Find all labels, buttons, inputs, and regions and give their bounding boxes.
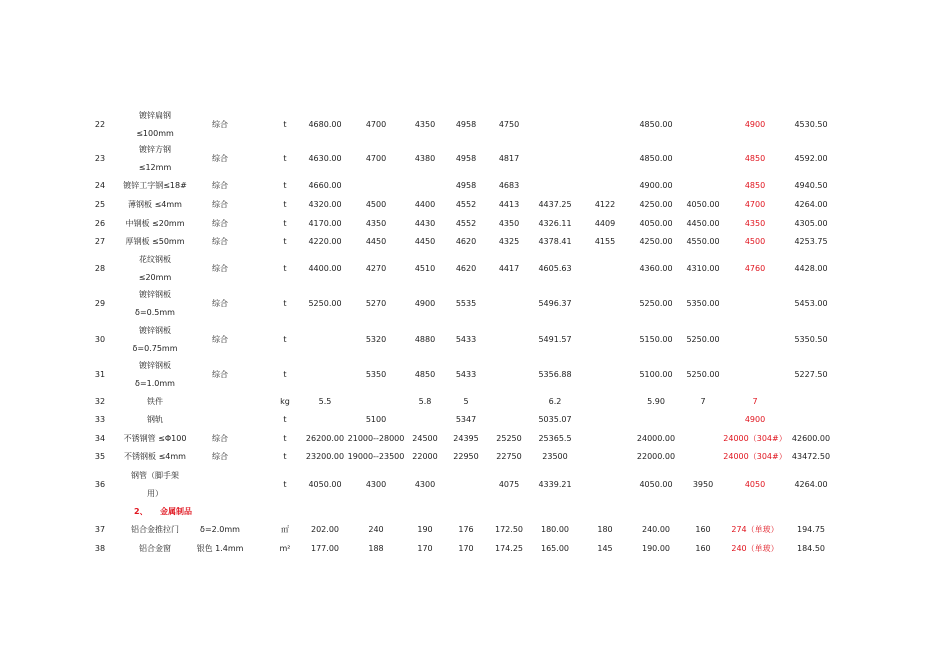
price-cell: 5356.88	[538, 370, 572, 379]
row-number: 34	[94, 434, 106, 443]
price-cell: 4700	[365, 154, 387, 163]
price-cell: 5270	[365, 299, 387, 308]
price-cell: 177.00	[311, 544, 339, 553]
price-cell: 4350	[498, 219, 520, 228]
price-cell: 4220.00	[308, 237, 342, 246]
price-cell: 4760	[744, 264, 766, 273]
row-number: 31	[94, 370, 106, 379]
material-name: 中钢板 ≤20mm	[125, 219, 185, 228]
price-cell: 24000.00	[636, 434, 676, 443]
row-number: 22	[94, 120, 106, 129]
price-cell: 5320	[365, 335, 387, 344]
price-cell: 4050.00	[639, 219, 673, 228]
price-cell: 24500	[412, 434, 438, 443]
price-cell: 4170.00	[308, 219, 342, 228]
price-cell: 5350	[365, 370, 387, 379]
spec-cell: δ=2.0mm	[200, 525, 240, 534]
unit-cell: ㎡	[281, 525, 289, 534]
price-cell: 240	[368, 525, 384, 534]
price-cell: 190	[417, 525, 433, 534]
unit-cell: t	[283, 181, 287, 190]
row-number: 36	[94, 480, 106, 489]
price-cell: 5035.07	[538, 415, 572, 424]
price-cell: 165.00	[541, 544, 569, 553]
price-cell: 4264.00	[794, 200, 828, 209]
price-cell: 4250.00	[639, 200, 673, 209]
unit-cell: t	[283, 480, 287, 489]
price-cell: 4050.00	[308, 480, 342, 489]
price-cell: 4380	[414, 154, 436, 163]
material-name: 钢轨	[147, 415, 163, 424]
price-cell: 4630.00	[308, 154, 342, 163]
price-cell: 5250.00	[308, 299, 342, 308]
price-cell: 4900	[744, 120, 766, 129]
price-cell: 42600.00	[791, 434, 831, 443]
unit-cell: kg	[280, 397, 290, 406]
spec-cell: 综合	[212, 120, 228, 129]
price-cell: 4400	[414, 200, 436, 209]
price-cell: 4850	[744, 154, 766, 163]
price-cell: 4320.00	[308, 200, 342, 209]
price-cell: 184.50	[797, 544, 825, 553]
price-cell: 4500	[744, 237, 766, 246]
price-cell: 24000（304#）	[723, 434, 787, 443]
price-cell: 23200.00	[305, 452, 345, 461]
price-cell: 188	[368, 544, 384, 553]
price-cell: 4552	[455, 219, 477, 228]
price-cell: 5250.00	[686, 335, 720, 344]
price-cell: 5453.00	[794, 299, 828, 308]
price-cell: 4350	[365, 219, 387, 228]
price-cell: 5227.50	[794, 370, 828, 379]
price-cell: 4300	[365, 480, 387, 489]
price-cell: 21000--28000	[347, 434, 405, 443]
price-cell: 4660.00	[308, 181, 342, 190]
price-cell: 4900	[414, 299, 436, 308]
price-cell: 4050.00	[686, 200, 720, 209]
row-number: 24	[94, 181, 106, 190]
material-name: 厚钢板 ≤50mm	[125, 237, 185, 246]
unit-cell: t	[283, 200, 287, 209]
price-cell: 4550.00	[686, 237, 720, 246]
unit-cell: t	[283, 120, 287, 129]
price-cell: 4325	[498, 237, 520, 246]
material-name: 镀锌钢板	[139, 290, 171, 299]
price-cell: 22950	[453, 452, 479, 461]
price-cell: 25365.5	[538, 434, 572, 443]
price-cell: 4620	[455, 264, 477, 273]
row-number: 28	[94, 264, 106, 273]
material-name: 铝合金窗	[139, 544, 171, 553]
material-name: ≤20mm	[138, 273, 172, 282]
price-cell: 145	[597, 544, 613, 553]
price-cell: 4958	[455, 154, 477, 163]
price-cell: 5433	[455, 335, 477, 344]
material-name: 镀锌钢板	[139, 361, 171, 370]
price-cell: 7	[700, 397, 706, 406]
price-cell: 4530.50	[794, 120, 828, 129]
unit-cell: t	[283, 415, 287, 424]
material-name: 镀锌方钢	[139, 145, 171, 154]
price-cell: 4850.00	[639, 154, 673, 163]
price-cell: 4339.21	[538, 480, 572, 489]
price-cell: 7	[752, 397, 758, 406]
spec-cell: 综合	[212, 434, 228, 443]
price-cell: 5.5	[318, 397, 332, 406]
price-cell: 4450	[414, 237, 436, 246]
price-cell: 4450	[365, 237, 387, 246]
price-cell: 4552	[455, 200, 477, 209]
row-number: 32	[94, 397, 106, 406]
price-cell: 202.00	[311, 525, 339, 534]
price-cell: 4592.00	[794, 154, 828, 163]
spec-cell: 综合	[212, 452, 228, 461]
row-number: 37	[94, 525, 106, 534]
price-cell: 24395	[453, 434, 479, 443]
price-cell: 5491.57	[538, 335, 572, 344]
material-name: 薄钢板 ≤4mm	[128, 200, 182, 209]
spec-cell: 综合	[212, 370, 228, 379]
unit-cell: t	[283, 452, 287, 461]
price-cell: 4437.25	[538, 200, 572, 209]
material-name: ≤100mm	[136, 129, 174, 138]
section-number: 2、	[134, 507, 148, 516]
price-cell: 4958	[455, 120, 477, 129]
price-cell: 5100	[365, 415, 387, 424]
spec-cell: 综合	[212, 200, 228, 209]
spec-cell: 银色 1.4mm	[196, 544, 244, 553]
price-cell: 22750	[496, 452, 522, 461]
price-cell: 19000--23500	[347, 452, 405, 461]
material-name: 用）	[147, 489, 163, 498]
row-number: 25	[94, 200, 106, 209]
price-cell: 4378.41	[538, 237, 572, 246]
price-cell: 4409	[594, 219, 616, 228]
price-cell: 4155	[594, 237, 616, 246]
material-name: ≤12mm	[138, 163, 172, 172]
material-name: 镀锌工字钢≤18#	[123, 181, 187, 190]
price-cell: 4250.00	[639, 237, 673, 246]
price-cell: 24000（304#）	[723, 452, 787, 461]
row-number: 35	[94, 452, 106, 461]
price-cell: 5347	[455, 415, 477, 424]
price-cell: 4700	[744, 200, 766, 209]
price-cell: 4817	[498, 154, 520, 163]
price-cell: 4050	[744, 480, 766, 489]
price-cell: 190.00	[642, 544, 670, 553]
unit-cell: t	[283, 219, 287, 228]
price-cell: 23500	[542, 452, 568, 461]
price-cell: 4850	[414, 370, 436, 379]
price-cell: 174.25	[495, 544, 523, 553]
price-cell: 4400.00	[308, 264, 342, 273]
material-name: 镀锌扁钢	[139, 111, 171, 120]
price-cell: 4417	[498, 264, 520, 273]
material-name: 铝合金推拉门	[131, 525, 179, 534]
price-cell: 160	[695, 525, 711, 534]
price-cell: 194.75	[797, 525, 825, 534]
price-cell: 5350.00	[686, 299, 720, 308]
price-cell: 4605.63	[538, 264, 572, 273]
price-cell: 4305.00	[794, 219, 828, 228]
price-cell: 4500	[365, 200, 387, 209]
price-cell: 4360.00	[639, 264, 673, 273]
price-cell: 180	[597, 525, 613, 534]
material-name: 钢管（脚手架	[131, 471, 179, 480]
price-cell: 4300	[414, 480, 436, 489]
price-cell: 172.50	[495, 525, 523, 534]
price-cell: 4880	[414, 335, 436, 344]
price-cell: 4680.00	[308, 120, 342, 129]
material-name: 不锈钢板 ≤4mm	[124, 452, 186, 461]
price-cell: 274（单玻）	[731, 525, 779, 534]
price-cell: 6.2	[548, 397, 562, 406]
price-cell: 4122	[594, 200, 616, 209]
price-cell: 4413	[498, 200, 520, 209]
row-number: 27	[94, 237, 106, 246]
price-cell: 43472.50	[791, 452, 831, 461]
price-cell: 5250.00	[639, 299, 673, 308]
material-name: δ=0.5mm	[135, 308, 175, 317]
row-number: 29	[94, 299, 106, 308]
price-cell: 4428.00	[794, 264, 828, 273]
unit-cell: t	[283, 237, 287, 246]
price-cell: 180.00	[541, 525, 569, 534]
price-cell: 25250	[496, 434, 522, 443]
price-cell: 4958	[455, 181, 477, 190]
price-cell: 5250.00	[686, 370, 720, 379]
price-cell: 22000	[412, 452, 438, 461]
spec-cell: 综合	[212, 335, 228, 344]
row-number: 26	[94, 219, 106, 228]
price-cell: 4850.00	[639, 120, 673, 129]
price-cell: 4075	[498, 480, 520, 489]
row-number: 38	[94, 544, 106, 553]
spec-cell: 综合	[212, 181, 228, 190]
price-cell: 26200.00	[305, 434, 345, 443]
price-cell: 176	[458, 525, 474, 534]
section-title: 金属制品	[160, 507, 192, 516]
price-cell: 4620	[455, 237, 477, 246]
price-cell: 4270	[365, 264, 387, 273]
material-name: 镀锌钢板	[139, 326, 171, 335]
price-cell: 4050.00	[639, 480, 673, 489]
price-cell: 5433	[455, 370, 477, 379]
row-number: 30	[94, 335, 106, 344]
price-cell: 5350.50	[794, 335, 828, 344]
price-cell: 4900	[744, 415, 766, 424]
unit-cell: t	[283, 434, 287, 443]
price-cell: 4510	[414, 264, 436, 273]
unit-cell: t	[283, 299, 287, 308]
price-cell: 4450.00	[686, 219, 720, 228]
unit-cell: t	[283, 335, 287, 344]
spec-cell: 综合	[212, 154, 228, 163]
unit-cell: t	[283, 264, 287, 273]
price-cell: 4350	[414, 120, 436, 129]
unit-cell: t	[283, 370, 287, 379]
price-cell: 160	[695, 544, 711, 553]
material-name: 铁件	[147, 397, 163, 406]
price-cell: 22000.00	[636, 452, 676, 461]
material-name: 花纹钢板	[139, 255, 171, 264]
row-number: 23	[94, 154, 106, 163]
price-cell: 5.90	[647, 397, 665, 406]
price-cell: 5100.00	[639, 370, 673, 379]
price-cell: 5150.00	[639, 335, 673, 344]
price-cell: 4264.00	[794, 480, 828, 489]
material-name: δ=1.0mm	[135, 379, 175, 388]
material-name: 不锈钢管 ≤Φ100	[123, 434, 187, 443]
price-cell: 4683	[498, 181, 520, 190]
spec-cell: 综合	[212, 237, 228, 246]
row-number: 33	[94, 415, 106, 424]
price-cell: 4750	[498, 120, 520, 129]
price-cell: 4430	[414, 219, 436, 228]
price-cell: 170	[458, 544, 474, 553]
material-name: δ=0.75mm	[132, 344, 178, 353]
price-cell: 3950	[692, 480, 714, 489]
spec-cell: 综合	[212, 219, 228, 228]
price-cell: 5535	[455, 299, 477, 308]
price-cell: 4310.00	[686, 264, 720, 273]
price-cell: 4850	[744, 181, 766, 190]
unit-cell: m²	[279, 544, 291, 553]
price-cell: 5.8	[418, 397, 432, 406]
price-cell: 170	[417, 544, 433, 553]
unit-cell: t	[283, 154, 287, 163]
price-cell: 4940.50	[794, 181, 828, 190]
price-cell: 240（单玻）	[731, 544, 779, 553]
price-cell: 4700	[365, 120, 387, 129]
spec-cell: 综合	[212, 264, 228, 273]
price-cell: 4350	[744, 219, 766, 228]
spec-cell: 综合	[212, 299, 228, 308]
price-cell: 240.00	[642, 525, 670, 534]
price-cell: 4326.11	[538, 219, 572, 228]
price-cell: 4900.00	[639, 181, 673, 190]
price-cell: 5	[463, 397, 469, 406]
price-cell: 5496.37	[538, 299, 572, 308]
price-cell: 4253.75	[794, 237, 828, 246]
